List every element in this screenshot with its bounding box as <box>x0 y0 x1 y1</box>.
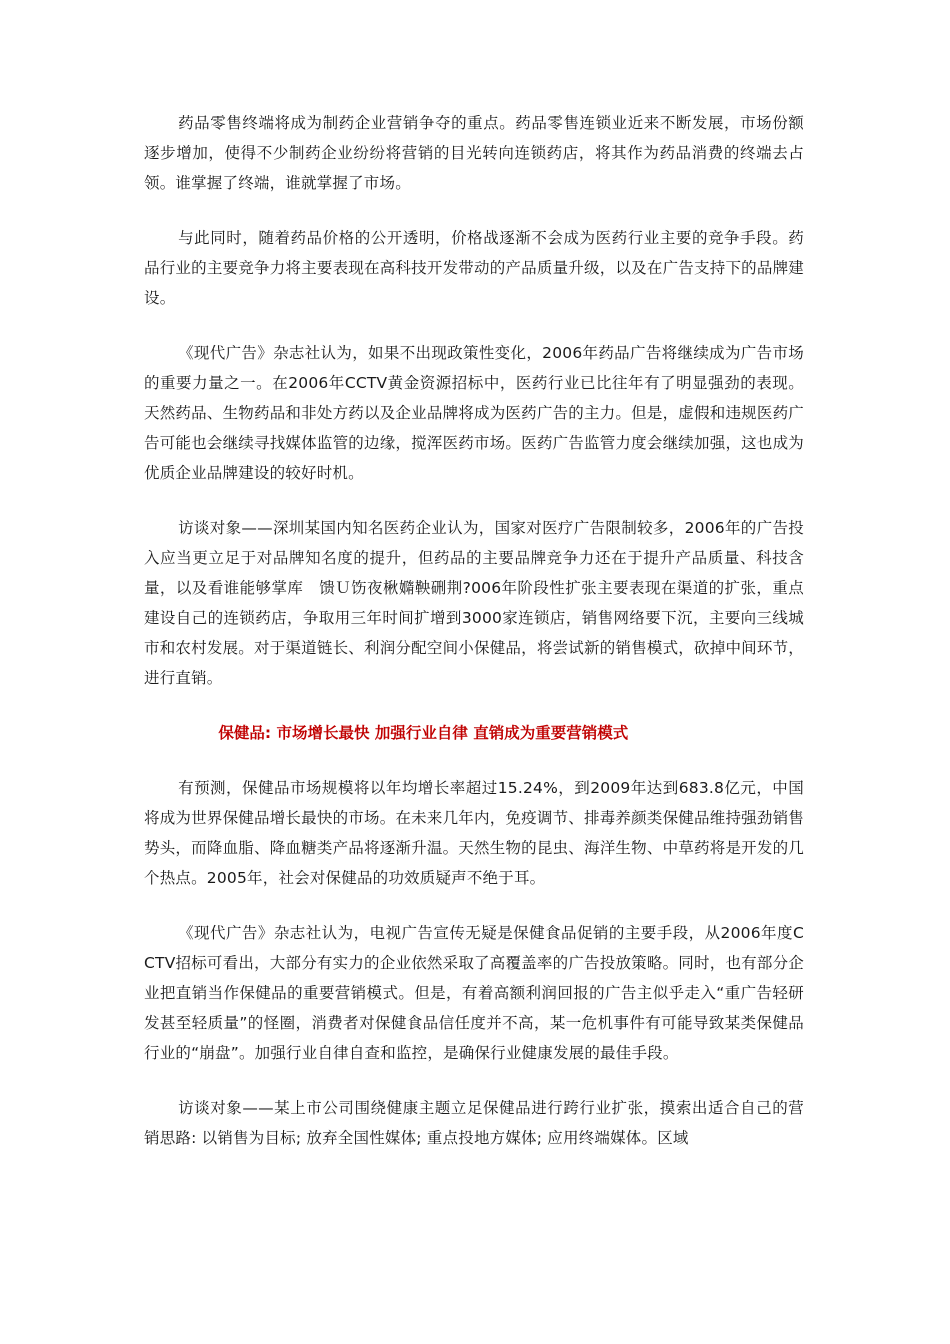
paragraph-price-competition: 与此同时，随着药品价格的公开透明，价格战逐渐不会成为医药行业主要的竞争手段。药品行业的主要竞争力将主要表现在高科技开发带动的产品质量升级，以及在广告支持下的品牌建设。 <box>144 229 804 307</box>
paragraph-health-forecast: 有预测，保健品市场规模将以年均增长率超过15.24%，到2009年达到683.8亿元，中国将成为世界保健品增长最快的市场。在未来几年内，免疫调节、排毒养颜类保健品维持强劲销售势头，而降血脂、降血糖类产品将逐渐升温。天然生物的昆虫、海洋生物、中草药将是开发的几个热点。2005年，社会对保健品的功效质疑声不绝于耳。 <box>144 779 804 887</box>
section-heading-health-products: 保健品: 市场增长最快 加强行业自律 直销成为重要营销模式 <box>218 724 629 742</box>
document-body <box>144 108 804 1178</box>
paragraph-interview-pharma: 访谈对象——深圳某国内知名医药企业认为，国家对医疗广告限制较多，2006年的广告投入应当更立足于对品牌知名度的提升，但药品的主要品牌竞争力还在于提升产品质量、科技含量，以及看谁能够掌库 馈Ｕ饬夜楸嫷鞅硎荆?006年阶段性扩张主要表现在渠道的扩张，重点建设自己的连锁药店，争取用三年时间扩增到3000家连锁店，销售网络要下沉，主要向三线城市和农村发展。对于渠道链长、利润分配空间小保健品，将尝试新的销售模式，砍掉中间环节，进行直销。 <box>144 519 804 687</box>
paragraph-retail-terminal: 药品零售终端将成为制药企业营销争夺的重点。药品零售连锁业近来不断发展，市场份额逐步增加，使得不少制药企业纷纷将营销的目光转向连锁药店，将其作为药品消费的终端去占领。谁掌握了终端，谁就掌握了市场。 <box>144 114 804 192</box>
paragraph-modern-ad-pharma: 《现代广告》杂志社认为，如果不出现政策性变化，2006年药品广告将继续成为广告市场的重要力量之一。在2006年CCTV黄金资源招标中，医药行业已比往年有了明显强劲的表现。天然药品、生物药品和非处方药以及企业品牌将成为医药广告的主力。但是，虚假和违规医药广告可能也会继续寻找媒体监管的边缘，搅浑医药市场。医药广告监管力度会继续加强，这也成为优质企业品牌建设的较好时机。 <box>144 344 804 482</box>
paragraph-modern-ad-health: 《现代广告》杂志社认为，电视广告宣传无疑是保健食品促销的主要手段，从2006年度CCTV招标可看出，大部分有实力的企业依然采取了高覆盖率的广告投放策略。同时，也有部分企业把直销当作保健品的重要营销模式。但是，有着高额利润回报的广告主似乎走入“重广告轻研发甚至轻质量”的怪圈，消费者对保健食品信任度并不高，某一危机事件有可能导致某类保健品行业的“崩盘”。加强行业自律自查和监控，是确保行业健康发展的最佳手段。 <box>144 924 804 1062</box>
paragraph-interview-health: 访谈对象——某上市公司围绕健康主题立足保健品进行跨行业扩张，摸索出适合自己的营销思路: 以销售为目标; 放弃全国性媒体; 重点投地方媒体; 应用终端媒体。区域 <box>144 1099 804 1147</box>
